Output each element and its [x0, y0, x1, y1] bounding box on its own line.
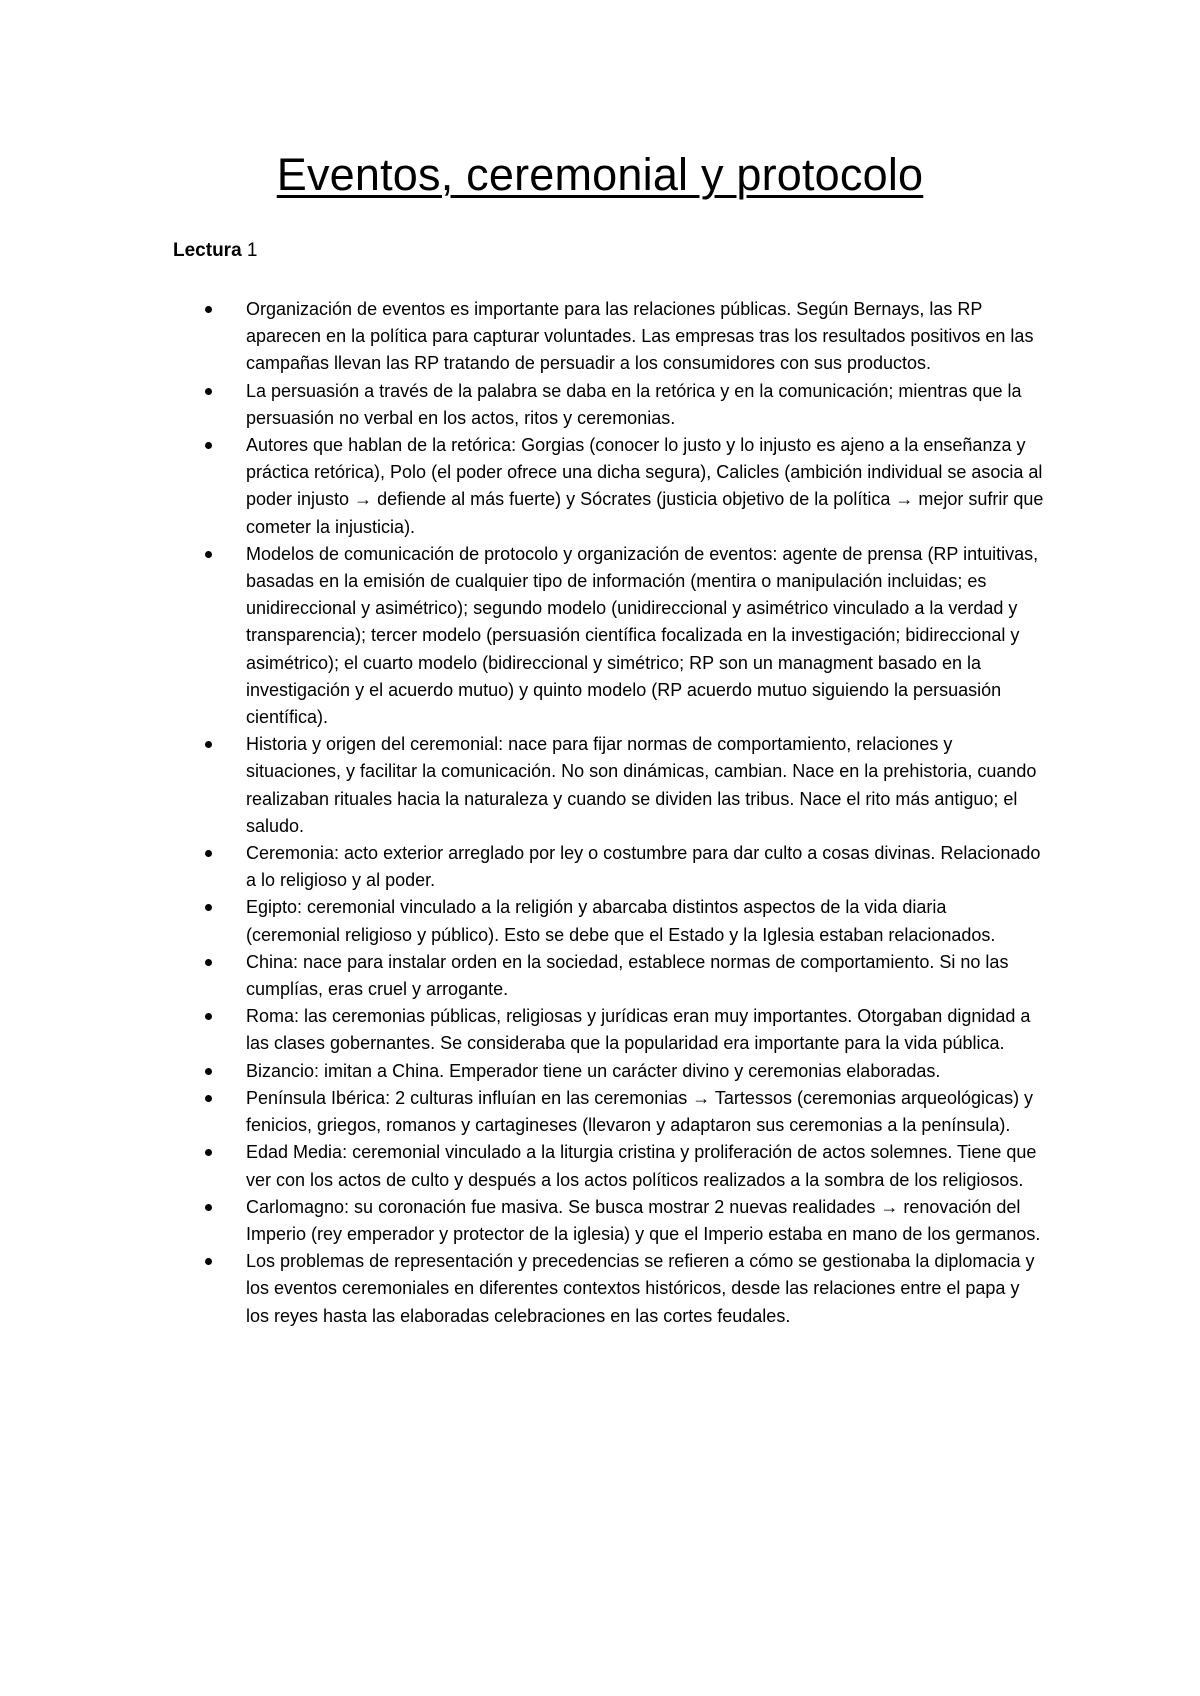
list-item-text: Historia y origen del ceremonial: nace para fijar normas de comportamiento, relaciones y situaciones, y facilitar la comunicación. No son dinámicas, cambian. Nace en la prehistoria, cuando realizaban rituales hacia la naturaleza y cuando se dividen las tribus. Nace el rito más antiguo; el saludo. — [246, 734, 1037, 836]
bullet-dot-icon — [205, 1149, 212, 1156]
list-item-text: Península Ibérica: 2 culturas influían en las ceremonias → Tartessos (ceremonias arqueológicas) y fenicios, griegos, romanos y cartagineses (llevaron y adaptaron sus ceremonias a la península). — [246, 1087, 1034, 1136]
list-item — [205, 731, 1045, 840]
list-item — [205, 432, 1045, 541]
list-item — [205, 949, 1045, 1003]
bullet-dot-icon — [205, 959, 212, 966]
list-item-text: La persuasión a través de la palabra se daba en la retórica y en la comunicación; mientras que la persuasión no verbal en los actos, ritos y ceremonias. — [246, 380, 1022, 428]
list-item-text: China: nace para instalar orden en la sociedad, establece normas de comportamiento. Si no las cumplías, eras cruel y arrogante. — [246, 951, 1009, 1000]
bullet-dot-icon — [205, 1068, 212, 1075]
bullet-dot-icon — [205, 388, 212, 395]
list-item-text: Los problemas de representación y precedencias se refieren a cómo se gestionaba la diplomacia y los eventos ceremoniales en diferentes contextos históricos, desde las relaciones entre el papa y los reyes hasta las elaboradas celebraciones en las cortes feudales. — [246, 1251, 1035, 1326]
section-heading — [173, 239, 258, 263]
bullet-list — [205, 296, 1045, 1330]
bullet-dot-icon — [205, 741, 212, 748]
bullet-dot-icon — [205, 1095, 212, 1102]
section-heading-number: 1 — [246, 240, 258, 261]
list-item — [205, 1139, 1045, 1193]
list-item-text: Autores que hablan de la retórica: Gorgias (conocer lo justo y lo injusto es ajeno a la enseñanza y práctica retórica), Polo (el poder ofrece una dicha segura), Calicles (ambición individual se asocia al poder injusto → defiende al más fuerte) y Sócrates (justicia objetivo de la política → mejor sufrir que cometer la injusticia). — [246, 435, 1044, 537]
list-item — [205, 1194, 1045, 1248]
section-heading-label: Lectura — [173, 240, 242, 261]
bullet-dot-icon — [205, 1013, 212, 1020]
list-item-text: Egipto: ceremonial vinculado a la religión y abarcaba distintos aspectos de la vida diaria (ceremonial religioso y público). Esto se debe que el Estado y la Iglesia estaban relacionados. — [246, 897, 996, 945]
list-item — [205, 541, 1045, 731]
list-item — [205, 296, 1045, 378]
list-item — [205, 378, 1045, 432]
document-title: Eventos, ceremonial y protocolo — [276, 149, 924, 200]
list-item — [205, 1085, 1045, 1139]
list-item — [205, 840, 1045, 894]
list-item — [205, 1248, 1045, 1330]
list-item-text: Organización de eventos es importante para las relaciones públicas. Según Bernays, las RP aparecen en la política para capturar voluntades. Las empresas tras los resultados positivos en las campañas llevan las RP tratando de persuadir a los consumidores con sus productos. — [246, 299, 1034, 374]
bullet-dot-icon — [205, 442, 212, 449]
list-item-text: Edad Media: ceremonial vinculado a la liturgia cristina y proliferación de actos solemnes. Tiene que ver con los actos de culto y después a los actos políticos realizados a la sombra de los religiosos. — [246, 1142, 1037, 1190]
list-item — [205, 1003, 1045, 1057]
bullet-dot-icon — [205, 1204, 212, 1211]
list-item — [205, 1058, 1045, 1085]
list-item-text: Roma: las ceremonias públicas, religiosas y jurídicas eran muy importantes. Otorgaban dignidad a las clases gobernantes. Se consideraba que la popularidad era importante para la vida pública. — [246, 1006, 1031, 1054]
list-item-text: Ceremonia: acto exterior arreglado por ley o costumbre para dar culto a cosas divinas. Relacionado a lo religioso y al poder. — [246, 843, 1041, 891]
list-item-text: Modelos de comunicación de protocolo y organización de eventos: agente de prensa (RP intuitivas, basadas en la emisión de cualquier tipo de información (mentira o manipulación incluidas; es unidireccional y asimétrico); segundo modelo (unidireccional y asimétrico vinculado a la verdad y transparencia); tercer modelo (persuasión científica focalizada en la investigación; bidireccional y asimétrico); el cuarto modelo (bidireccional y simétrico; RP son un managment basado en la investigación y el acuerdo mutuo) y quinto modelo (RP acuerdo mutuo siguiendo la persuasión científica). — [246, 543, 1039, 728]
list-item-text: Carlomagno: su coronación fue masiva. Se busca mostrar 2 nuevas realidades → renovación del Imperio (rey emperador y protector de la iglesia) y que el Imperio estaba en mano de los germanos. — [246, 1196, 1041, 1244]
list-item — [205, 894, 1045, 948]
bullet-dot-icon — [205, 551, 212, 558]
bullet-dot-icon — [205, 850, 212, 857]
bullet-dot-icon — [205, 306, 212, 313]
bullet-dot-icon — [205, 904, 212, 911]
bullet-dot-icon — [205, 1258, 212, 1265]
list-item-text: Bizancio: imitan a China. Emperador tiene un carácter divino y ceremonias elaboradas. — [246, 1060, 941, 1081]
